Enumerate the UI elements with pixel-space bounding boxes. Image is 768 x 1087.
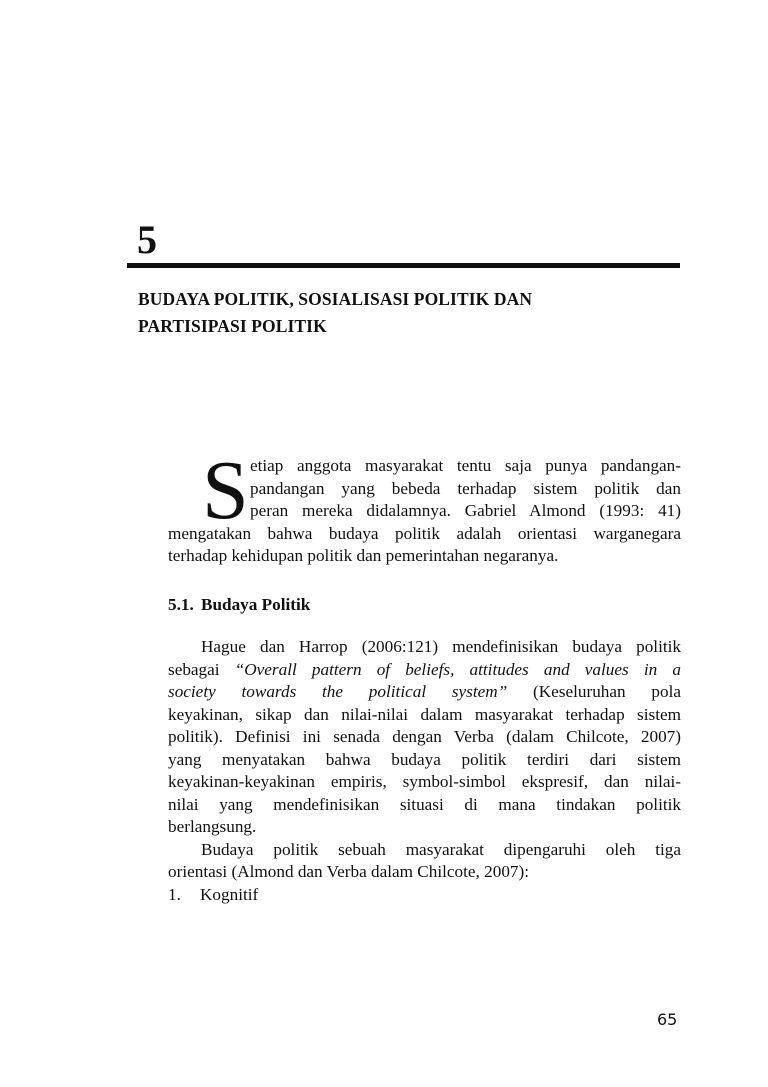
paragraph-line bbox=[168, 659, 681, 682]
paragraph-line: Budaya politik sebuah masyarakat dipengaruhi oleh tiga bbox=[201, 839, 681, 859]
section-heading bbox=[168, 594, 310, 617]
drop-cap: S bbox=[202, 444, 249, 537]
quoted-definition: “Overall pattern of beliefs, attitudes and values in a bbox=[234, 659, 681, 679]
quoted-definition: society towards the political system” bbox=[168, 682, 508, 701]
paragraph-line: yang menyatakan bahwa budaya politik terdiri dari sistem bbox=[168, 749, 681, 769]
section-number: 5.1. bbox=[168, 595, 194, 614]
paragraph-line bbox=[168, 681, 681, 704]
paragraph-line: terhadap kehidupan politik dan pemerintahan negaranya. bbox=[168, 546, 559, 565]
paragraph-line: keyakinan, sikap dan nilai-nilai dalam masyarakat terhadap sistem bbox=[168, 704, 681, 724]
list-item bbox=[168, 884, 681, 907]
paragraph-line: etiap anggota masyarakat tentu saja punya pandangan- bbox=[250, 456, 681, 475]
paragraph-line: berlangsung. bbox=[168, 817, 257, 836]
paragraph-line: mengatakan bahwa budaya politik adalah orientasi warganegara bbox=[168, 523, 681, 543]
paragraph-line: keyakinan-keyakinan empiris, symbol-simbol ekspresif, dan nilai- bbox=[168, 772, 681, 791]
paragraph-line: pandangan yang bebeda terhadap sistem politik dan bbox=[250, 478, 681, 498]
chapter-title-line: BUDAYA POLITIK, SOSIALISASI POLITIK DAN bbox=[138, 289, 533, 309]
paragraph-line: peran mereka didalamnya. Gabriel Almond (1993: 41) bbox=[250, 501, 681, 520]
paragraph-line: politik). Definisi ini senada dengan Verba (dalam Chilcote, 2007) bbox=[168, 727, 681, 746]
section-title: Budaya Politik bbox=[201, 595, 311, 614]
text-run: (Keseluruhan pola bbox=[507, 682, 681, 701]
page-number: 65 bbox=[657, 1010, 678, 1029]
text-run: sebagai bbox=[168, 659, 235, 679]
paragraph-line: Hague dan Harrop (2006:121) mendefinisikan budaya politik bbox=[201, 637, 681, 656]
body-paragraphs bbox=[168, 636, 681, 906]
chapter-number: 5 bbox=[137, 217, 157, 262]
chapter-title-line: PARTISIPASI POLITIK bbox=[138, 316, 327, 336]
list-item-label: Kognitif bbox=[200, 884, 259, 904]
paragraph-line: nilai yang mendefinisikan situasi di mana tindakan politik bbox=[168, 794, 681, 814]
paragraph-line: orientasi (Almond dan Verba dalam Chilcote, 2007): bbox=[168, 862, 530, 881]
list-item-number: 1. bbox=[168, 884, 181, 904]
chapter-rule bbox=[127, 263, 680, 268]
intro-paragraph bbox=[168, 444, 681, 568]
chapter-title bbox=[138, 286, 678, 340]
